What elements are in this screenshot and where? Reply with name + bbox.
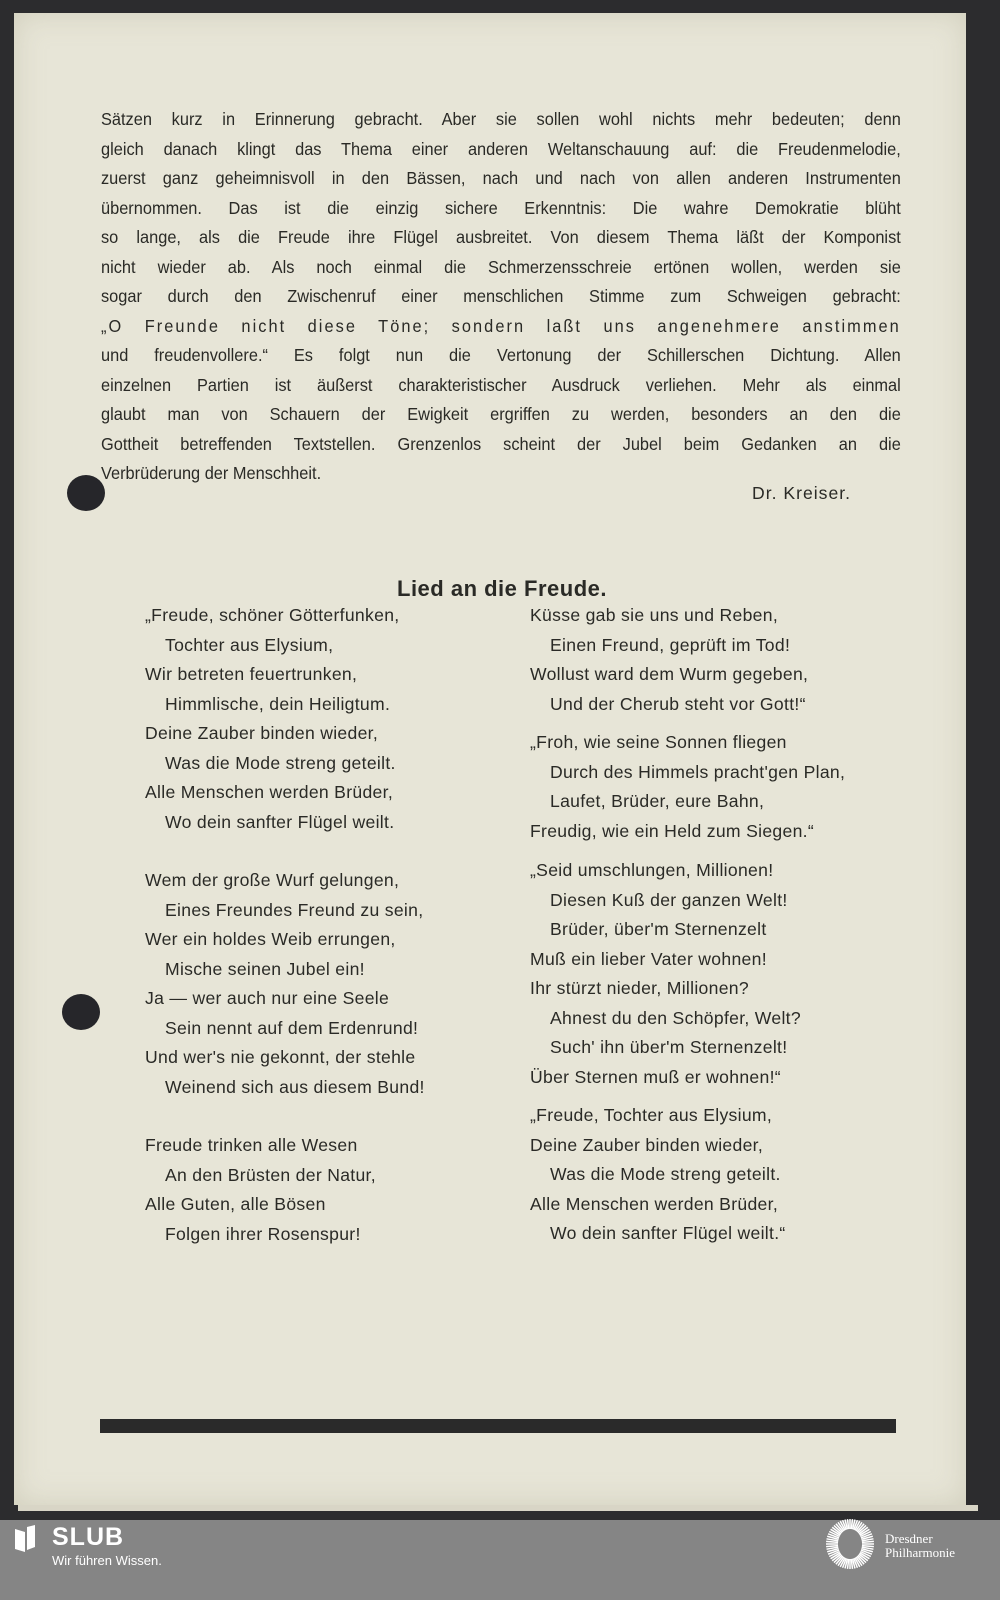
poem-line: Wollust ward dem Wurm gegeben, xyxy=(530,664,809,684)
poem-line: Deine Zauber binden wieder, xyxy=(530,1134,764,1155)
slub-tagline: Wir führen Wissen. xyxy=(52,1553,162,1568)
poem-line: Was die Mode streng geteilt. xyxy=(165,752,396,773)
poem-line: Alle Guten, alle Bösen xyxy=(145,1194,326,1214)
poem-line: „Freude, Tochter aus Elysium, xyxy=(530,1105,773,1125)
poem-line: Über Sternen muß er wohnen!“ xyxy=(530,1066,781,1087)
poem-line: Muß ein lieber Vater wohnen! xyxy=(530,948,767,969)
paragraph-line: „O Freunde nicht diese Töne; sondern laßt uns angenehmere anstimmen xyxy=(101,315,901,336)
paragraph-line: gleich danach klingt das Thema einer anderen Weltanschauung auf: die Freudenmelodie, xyxy=(101,138,901,159)
paragraph-line: glaubt man von Schauern der Ewigkeit ergriffen zu werden, besonders an den die xyxy=(101,404,901,424)
poem-stanza xyxy=(530,856,801,1092)
paragraph-line: übernommen. Das ist die einzig sichere Erkenntnis: Die wahre Demokratie blüht xyxy=(101,197,901,218)
poem-line: Was die Mode streng geteilt. xyxy=(550,1164,781,1184)
paragraph-line: sogar durch den Zwischenruf einer menschlichen Stimme zum Schweigen gebracht: xyxy=(101,286,901,306)
page-edge xyxy=(18,1505,978,1511)
paragraph-line: so lange, als die Freude ihre Flügel ausbreitet. Von diesem Thema läßt der Komponist xyxy=(101,227,901,247)
poem-line: Such' ihn über'm Sternenzelt! xyxy=(550,1037,788,1057)
paragraph-line: nicht wieder ab. Als noch einmal die Schmerzensschreie ertönen wollen, werden sie xyxy=(101,256,901,277)
book-icon xyxy=(13,1525,37,1553)
paragraph-line: und freudenvollere.“ Es folgt nun die Vertonung der Schillerschen Dichtung. Allen xyxy=(101,345,901,365)
philharmonie-logo-icon xyxy=(824,1518,876,1570)
poem-line: Freude trinken alle Wesen xyxy=(145,1135,358,1155)
divider-rule xyxy=(100,1419,896,1433)
poem-line: Freudig, wie ein Held zum Siegen.“ xyxy=(530,820,815,841)
poem-stanza xyxy=(530,1101,786,1249)
poem-line: Und wer's nie gekonnt, der stehle xyxy=(145,1047,416,1067)
poem-line: Weinend sich aus diesem Bund! xyxy=(165,1076,425,1097)
poem-line: Ahnest du den Schöpfer, Welt? xyxy=(550,1007,801,1028)
poem-line: Alle Menschen werden Brüder, xyxy=(145,782,394,802)
poem-line: Sein nennt auf dem Erdenrund! xyxy=(165,1017,419,1038)
philharmonie-logo[interactable] xyxy=(885,1532,955,1560)
paragraph-line: zuerst ganz geheimnisvoll in den Bässen, nach und nach von allen anderen Instrumenten xyxy=(101,168,901,188)
poem-line: Eines Freundes Freund zu sein, xyxy=(165,899,424,920)
author-signature: Dr. Kreiser. xyxy=(751,483,851,503)
poem-line: Diesen Kuß der ganzen Welt! xyxy=(550,889,788,910)
poem-line: Wo dein sanfter Flügel weilt. xyxy=(165,811,395,832)
poem-line: Tochter aus Elysium, xyxy=(165,634,334,655)
paragraph-line: einzelnen Partien ist äußerst charakteristischer Ausdruck verliehen. Mehr als einmal xyxy=(101,374,901,395)
poem-line: „Freude, schöner Götterfunken, xyxy=(145,605,400,625)
poem-line: An den Brüsten der Natur, xyxy=(165,1164,376,1185)
philharmonie-line1: Dresdner xyxy=(885,1531,933,1546)
paragraph-line: Gottheit betreffenden Textstellen. Grenzenlos scheint der Jubel beim Gedanken an die xyxy=(101,433,901,454)
poem-line: Himmlische, dein Heiligtum. xyxy=(165,693,391,714)
poem-line: Ja — wer auch nur eine Seele xyxy=(145,988,390,1008)
poem-line: Und der Cherub steht vor Gott!“ xyxy=(550,693,806,714)
poem-line: Brüder, über'm Sternenzelt xyxy=(550,919,767,939)
poem-line: Laufet, Brüder, eure Bahn, xyxy=(550,791,765,811)
poem-line: Alle Menschen werden Brüder, xyxy=(530,1193,779,1214)
poem-line: Wir betreten feuertrunken, xyxy=(145,664,358,684)
poem-line: Wo dein sanfter Flügel weilt.“ xyxy=(550,1223,786,1243)
poem-line: Wem der große Wurf gelungen, xyxy=(145,870,400,890)
poem-line: „Seid umschlungen, Millionen! xyxy=(530,860,774,880)
poem-line: Folgen ihrer Rosenspur! xyxy=(165,1223,361,1244)
poem-stanza xyxy=(530,728,845,846)
paragraph-line: Sätzen kurz in Erinnerung gebracht. Aber sie sollen wohl nichts mehr bedeuten; denn xyxy=(101,109,901,129)
poem-line: „Froh, wie seine Sonnen fliegen xyxy=(530,732,787,752)
poem-line: Durch des Himmels pracht'gen Plan, xyxy=(550,761,846,782)
poem-stanza xyxy=(145,866,425,1102)
poem-line: Küsse gab sie uns und Reben, xyxy=(530,605,779,625)
paragraph-line: Verbrüderung der Menschheit. xyxy=(101,463,322,483)
footer-bar xyxy=(0,1520,1000,1600)
poem-title: Lied an die Freude. xyxy=(397,576,607,601)
poem-line: Einen Freund, geprüft im Tod! xyxy=(550,634,791,655)
slub-logo[interactable]: SLUB xyxy=(52,1523,125,1551)
philharmonie-line2: Philharmonie xyxy=(885,1545,956,1560)
document-page xyxy=(14,13,966,1505)
poem-stanza xyxy=(530,601,808,719)
punch-hole xyxy=(62,994,100,1030)
intro-paragraph xyxy=(101,105,899,489)
poem-line: Ihr stürzt nieder, Millionen? xyxy=(530,978,749,998)
poem-stanza xyxy=(145,601,399,837)
punch-hole xyxy=(67,475,105,511)
poem-line: Mische seinen Jubel ein! xyxy=(165,958,365,979)
poem-line: Wer ein holdes Weib errungen, xyxy=(145,929,396,949)
poem-stanza xyxy=(145,1131,376,1249)
poem-line: Deine Zauber binden wieder, xyxy=(145,723,379,743)
